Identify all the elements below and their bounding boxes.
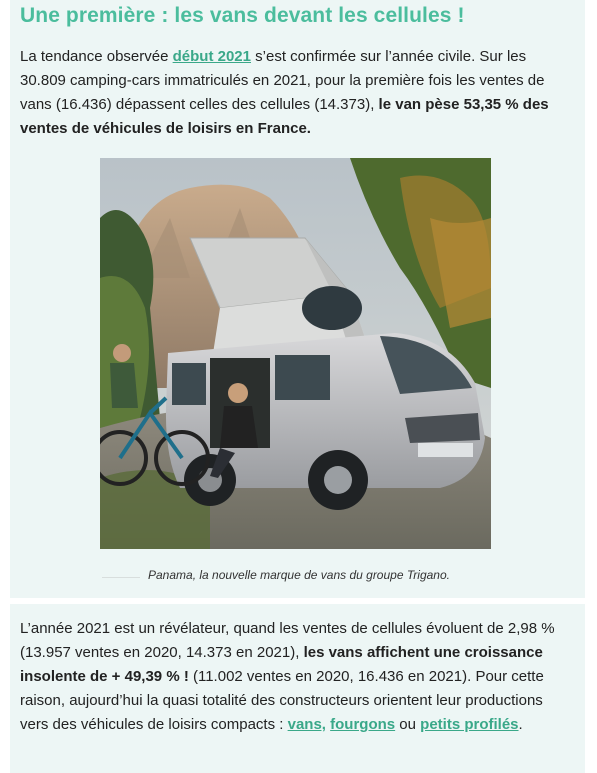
link-vans[interactable]: vans, — [287, 716, 326, 733]
photo-caption: Panama, la nouvelle marque de vans du groupe Trigano. — [148, 568, 450, 582]
link-petits-profiles[interactable]: petits profilés — [420, 716, 519, 733]
link-debut-2021[interactable]: début 2021 — [172, 48, 251, 65]
van-photo-illustration — [100, 158, 491, 549]
intro-text-1: La tendance observée — [20, 48, 173, 65]
link-fourgons[interactable]: fourgons — [330, 716, 396, 733]
intro-text-2: s’est confirmée sur l’année civile. Sur les 30.809 camping-cars immatriculés en 2021, pour la première fois les ventes de vans (16.436) dépassent celles des cellules (14.373), — [20, 48, 545, 113]
caption-rule — [102, 577, 140, 578]
intro-bold-stat: le van pèse 53,35 % des ventes de véhicules de loisirs en France. — [20, 96, 549, 137]
growth-text-5: . — [518, 716, 523, 733]
growth-paragraph — [20, 617, 555, 737]
panel-separator — [10, 598, 585, 604]
van-photo — [100, 158, 491, 549]
growth-text-2: (11.002 ventes en 2020, 16.436 en 2021). Pour cette raison, aujourd’hui la quasi totalité des constructeurs orientent leur productions vers des véhicules de loisirs compacts : — [20, 668, 544, 733]
growth-text-4: ou — [395, 716, 421, 733]
growth-bold-stat: les vans affichent une croissance insolente de + 49,39 % ! — [20, 644, 543, 685]
intro-paragraph — [20, 45, 555, 141]
growth-text-1: L’année 2021 est un révélateur, quand les ventes de cellules évoluent de 2,98 % (13.957 ventes en 2020, 14.373 en 2021), — [20, 620, 555, 661]
article-title: Une première : les vans devant les cellules ! — [20, 4, 465, 27]
